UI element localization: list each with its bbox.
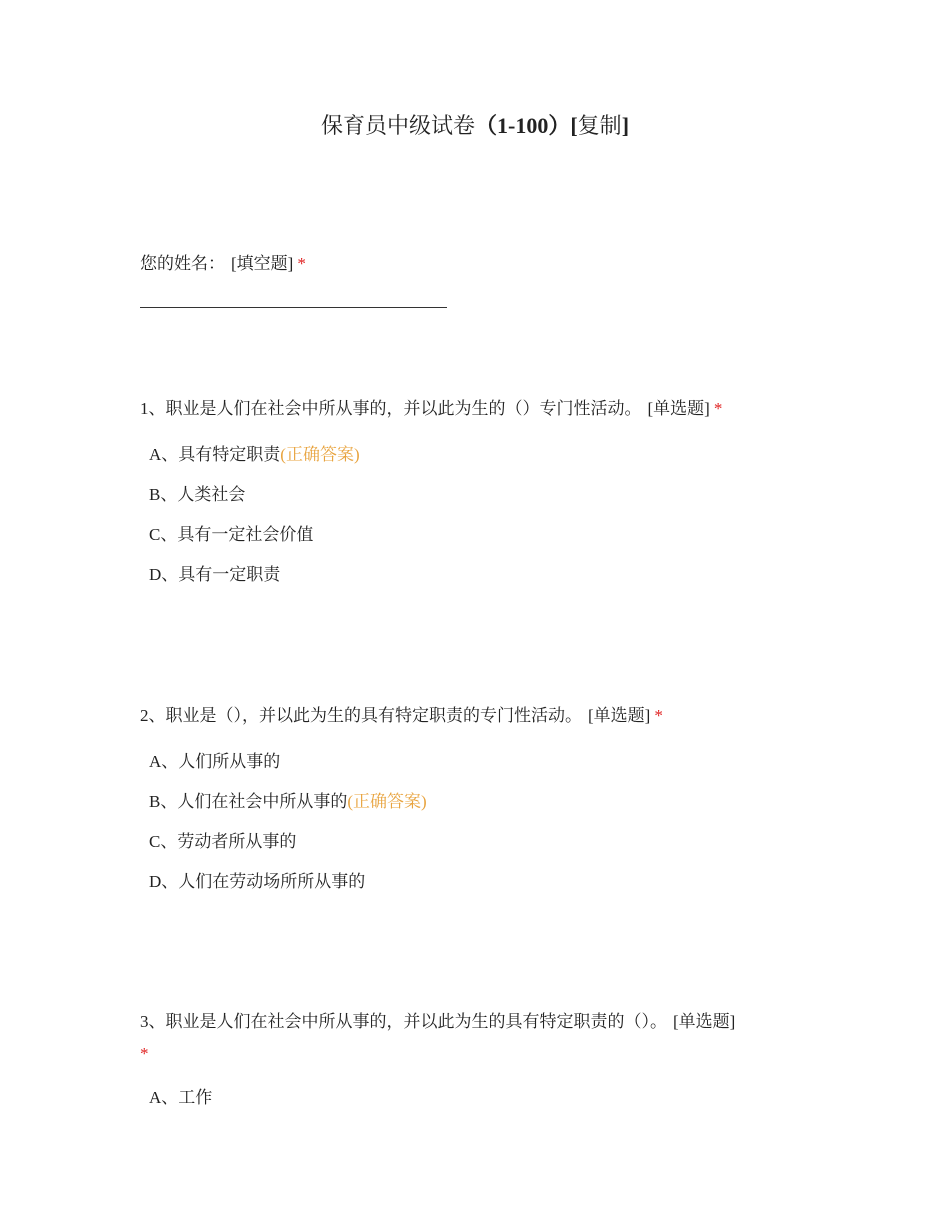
q1-option-a[interactable] (149, 443, 360, 467)
q3-option-a[interactable] (149, 1086, 212, 1110)
title-paren-close: ） (548, 113, 571, 138)
question-type: [单选题] (673, 1012, 736, 1031)
q1-option-c[interactable] (149, 523, 313, 547)
option-text: 人们所从事的 (178, 752, 281, 771)
option-text: 具有一定职责 (178, 565, 281, 584)
question-number: 2、 (140, 706, 166, 725)
question-type: [单选题] (647, 399, 710, 418)
question-text: 职业是人们在社会中所从事的，并以此为生的（）专门性活动。 (165, 399, 642, 418)
option-letter: D、 (149, 872, 179, 891)
title-range: 1-100 (497, 113, 549, 138)
q2-option-c[interactable] (149, 830, 296, 854)
option-letter: A、 (149, 445, 179, 464)
option-text: 劳动者所从事的 (177, 832, 297, 851)
question-3 (140, 1006, 820, 1070)
required-mark: * (297, 254, 306, 273)
required-mark: * (140, 1044, 149, 1063)
question-2 (140, 700, 820, 732)
title-copy: 复制 (577, 113, 622, 138)
option-text: 具有一定社会价值 (177, 525, 314, 544)
option-letter: B、 (149, 792, 178, 811)
option-letter: B、 (149, 485, 178, 504)
q1-option-d[interactable] (149, 563, 280, 587)
title-paren-open: （ (474, 113, 497, 138)
question-text: 职业是人们在社会中所从事的，并以此为生的具有特定职责的（）。 (165, 1012, 667, 1031)
q2-option-b[interactable] (149, 790, 427, 814)
name-field-label (140, 252, 306, 276)
name-field-type: [填空题] (231, 254, 294, 273)
correct-answer-tag: (正确答案) (347, 792, 427, 811)
page-title (0, 110, 950, 142)
q1-option-b[interactable] (149, 483, 245, 507)
option-letter: C、 (149, 525, 178, 544)
required-mark: * (654, 706, 663, 725)
option-text: 人们在社会中所从事的 (177, 792, 348, 811)
option-text: 人类社会 (177, 485, 246, 504)
title-main: 保育员中级试卷 (320, 113, 475, 138)
correct-answer-tag: (正确答案) (280, 445, 360, 464)
option-text: 人们在劳动场所所从事的 (178, 872, 366, 891)
option-text: 工作 (178, 1088, 213, 1107)
name-label-text: 您的姓名： (140, 254, 225, 273)
title-bracket-close: ] (621, 113, 630, 138)
question-type: [单选题] (588, 706, 651, 725)
option-letter: A、 (149, 1088, 179, 1107)
option-letter: C、 (149, 832, 178, 851)
option-letter: D、 (149, 565, 179, 584)
name-answer-line[interactable] (140, 307, 447, 308)
option-letter: A、 (149, 752, 179, 771)
title-bracket-open: [ (570, 113, 578, 138)
required-mark: * (713, 399, 723, 418)
q2-option-d[interactable] (149, 870, 365, 894)
question-text: 职业是（），并以此为生的具有特定职责的专门性活动。 (165, 706, 582, 725)
question-number: 3、 (140, 1012, 166, 1031)
q2-option-a[interactable] (149, 750, 280, 774)
question-1 (140, 393, 820, 425)
option-text: 具有特定职责 (178, 445, 281, 464)
question-number: 1、 (140, 399, 166, 418)
